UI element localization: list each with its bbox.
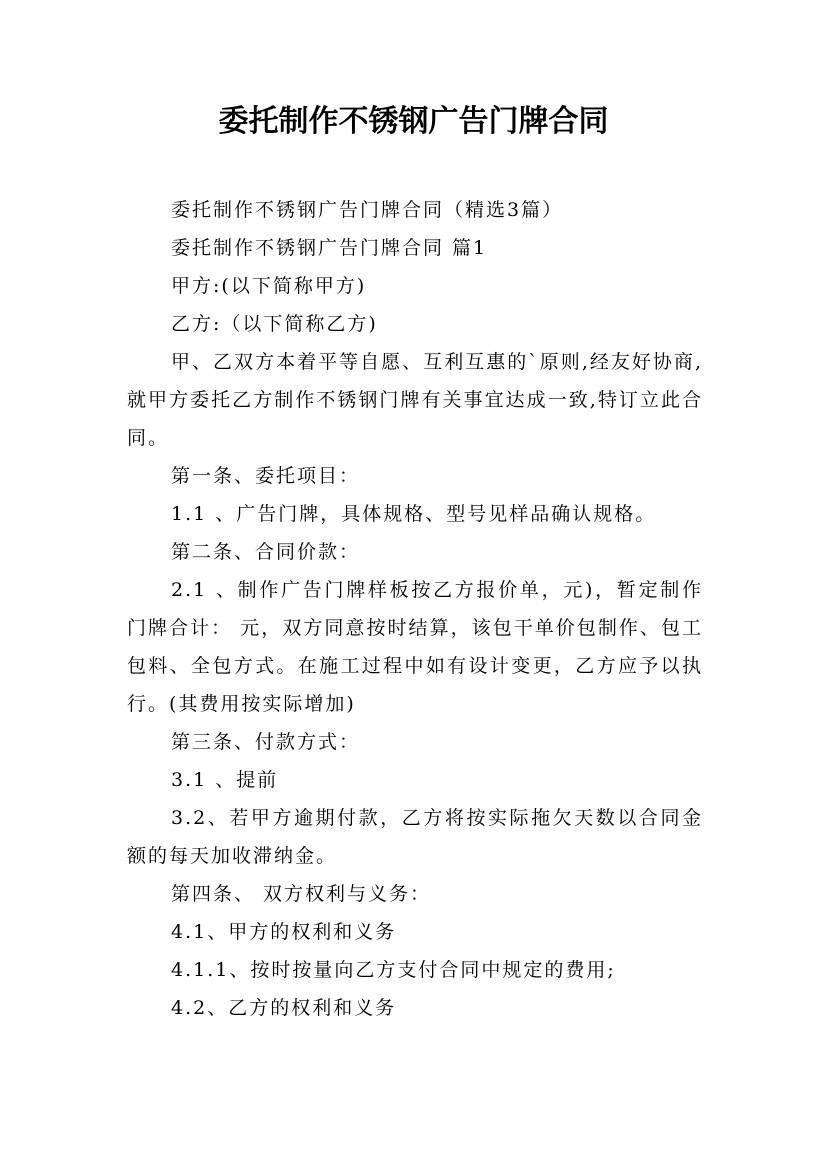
paragraph-section-heading: 委托制作不锈钢广告门牌合同 篇1 (171, 237, 488, 259)
paragraph-party-b: 乙方:（以下简称乙方) (171, 313, 378, 335)
paragraph-subtitle: 委托制作不锈钢广告门牌合同（精选3篇） (171, 199, 564, 221)
paragraph-clause-4-2: 4.2、乙方的权利和义务 (171, 997, 397, 1019)
paragraph-article-2: 第二条、合同价款： (171, 541, 361, 563)
document-body (127, 191, 703, 1027)
document-title: 委托制作不锈钢广告门牌合同 (218, 104, 609, 139)
paragraph-party-a: 甲方:(以下简称甲方) (171, 275, 367, 297)
paragraph-clause-3-2: 3.2、若甲方逾期付款，乙方将按实际拖欠天数以合同金额的每天加收滞纳金。 (127, 807, 703, 867)
paragraph-clause-2-1: 2.1 、制作广告门牌样板按乙方报价单，元)，暂定制作门牌合计： 元，双方同意按时结算，该包干单价包制作、包工包料、全包方式。在施工过程中如有设计变更，乙方应予以执行。(其费用按实际增加) (127, 579, 703, 715)
paragraph-article-3: 第三条、付款方式： (171, 731, 361, 753)
paragraph-article-4: 第四条、 双方权利与义务： (171, 883, 432, 905)
paragraph-clause-4-1-1: 4.1.1、按时按量向乙方支付合同中规定的费用; (171, 959, 616, 981)
paragraph-clause-1-1: 1.1 、广告门牌，具体规格、型号见样品确认规格。 (171, 503, 657, 525)
paragraph-article-1: 第一条、委托项目： (171, 465, 361, 487)
paragraph-clause-3-1: 3.1 、提前 (171, 769, 279, 791)
paragraph-clause-4-1: 4.1、甲方的权利和义务 (171, 921, 397, 943)
paragraph-preamble: 甲、乙双方本着平等自愿、互利互惠的`原则,经友好协商,就甲方委托乙方制作不锈钢门牌有关事宜达成一致,特订立此合同。 (127, 351, 703, 449)
